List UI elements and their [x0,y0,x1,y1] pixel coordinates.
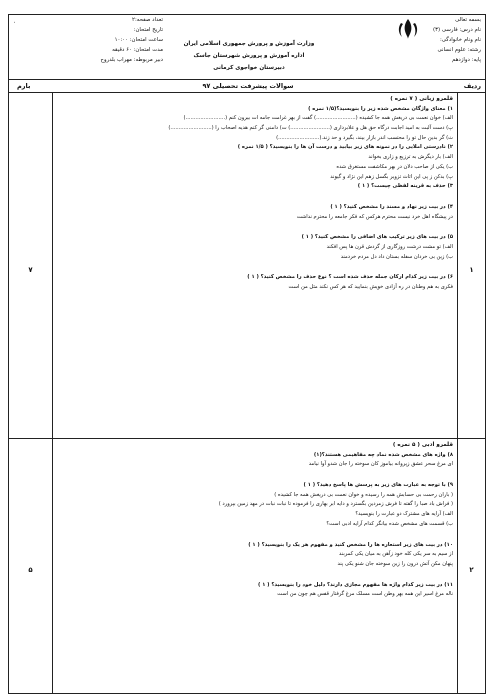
question-text: ۸) واژه های مشخص شده نماد چه مفاهیمی هستند؟(۱) [313,451,453,458]
question-text: ۶) در بیت زیر کدام ارکان جمله حذف شده است ؟ نوع حذف را مشخص کنید؟ ( ۱ ) [247,274,453,281]
section-literary [8,439,486,694]
bismillah: بسمه تعالی [455,17,481,23]
question-line: فکری به هم وطنان در ره آزادی خویش بنمایید که هر کس نکند مثل من است [288,284,453,290]
question-line: در پیشگاه اهل خرد نیست محترم هرکس که فکر جامعه را محترم نداشت [296,213,453,220]
question-line: پنهان مکن آتش درون را زین سوخته جان شنو یکی پند [337,560,453,567]
question-text: ۵) در بیت های زیر ترکیب های اضافی را مشخص کنید؟ ( ۱ ) [301,234,453,241]
question-line: الف) بار دیگرش به ترزیع و زاری بخواند [368,154,453,161]
question-line: ( باران رحمت بی حسابش همه را رسیده و خوان نعمت بی دریغش همه جا کشیده ) [274,491,453,498]
teacher: دبیر مربوطه: مهراب بلدروح [100,57,163,63]
answer-space [57,530,453,541]
exam-duration: مدت امتحان: ۶۰ دقیقه [112,47,163,53]
question-line: ( فراش باد صبا را گفته تا فرش زمردین بگسترد و دایه ابر بهاری را فرموده تا نبات نبات در مهد زمین بپرورد ) [218,501,453,508]
exam-title: سوالات پیشرفت تحصیلی ۹۷ [202,82,294,90]
question-line: الف) آرایه های مشترک دو عبارت را بنویسید؟ [355,511,453,518]
section-heading: قلمرو زبانی ( ۷ نمره ) [390,96,453,102]
question-line: پ) دست آلبت به امید اجابت درگاه حق هل و علابرداری (........................) ت) دامنی گر کنم هدیه اصحاب را (.........................) [168,125,453,132]
row-header: ردیف [463,82,481,90]
table-header [8,80,486,93]
field: رشته: علوم انسانی [437,47,481,53]
row-cell [457,439,485,693]
answer-space [57,570,453,581]
question-line: از سیم به سر یکی کله خود زآهن به میان یکی کمربند [339,551,453,558]
row-cell [457,93,485,438]
exam-header [8,14,486,80]
row-number: ۱ [469,265,474,274]
exam-time: ساعت امتحان: ۱۰:۰۰ [114,37,163,43]
section-body [57,95,453,293]
question-text: ۳) حذف به قرینه لفظی چیست؟ ( ۱ ) [357,183,453,190]
ministry-name: وزارت آموزش و پرورش جمهوری اسلامی ایران [183,41,315,47]
question-line: ب) زین بی خردان سفله بستان داد دل مردم خردمند [340,253,453,260]
question-line: ب) یکی از صاحب دلان در بهر مکاشفت مستغرق شده [336,163,453,170]
answer-space [57,192,453,203]
subject: نام درس: فارسی (۳) [433,27,481,33]
question-text: ۴) در بیت زیر نهاد و مسند را مشخص کنید؟ ( ۱ ) [330,203,453,210]
student-name: نام ونام خانوادگی: [439,37,481,43]
section-score: ۵ [28,566,33,574]
exam-page [8,14,486,694]
section-body [57,441,453,600]
row-number: ۲ [469,566,474,574]
question-line: الف) خوان نعمت بی دریغش همه جا کشیده (........................) گفت از بهر غرامت جامه ات بیرون کنم (........................) [183,115,453,122]
section-score: ۷ [28,265,33,274]
header-middle [169,15,329,79]
question-line: ث) گر بدین حال تو را محتسب اندر بازار بیند، بگیرد و حد زند.(.........................) [276,134,453,141]
question-text: ۱۱) در بیت زیر کدام واژه ها مفهوم مجازی دارند؟ دلیل خود را بنویسید؟ ( ۱ ) [258,581,453,588]
question-line: ناله مرغ اسیر این همه بهر وطن است مسلک مرغ گرفتار قفس هم چون من است [277,591,453,598]
office-name: اداره آموزش و پرورش شهرستان جاسک [193,53,305,59]
score-cell [9,93,53,438]
exam-date: تاریخ امتحان: [133,27,163,33]
section-language [8,93,486,439]
section-heading: قلمرو ادبی ( ۵ نمره ) [392,442,453,448]
corner-mark: ۰ [13,19,17,26]
question-text: ۱) معنای واژگان مشخص شده زیر را بنویسید؟(۱/۵ نمره ) [308,105,453,112]
question-text: ۹) با توجه به عبارت های زیر به پرسش ها پاسخ دهید؟ ( ۱ ) [303,482,453,489]
question-text: ۲) نادرستی املایی را در نمونه های زیر بیابید و درست آن ها را بنویسید؟ ( ۱/۵ نمره ) [237,144,453,151]
score-header: بارم [17,82,31,90]
question-line: الف) تو مشت درشت روزگاری از گردش قرن ها پس افکند [326,243,453,250]
question-text: ۱۰) در بیت های زیر استعاره ها را مشخص کنید و مفهوم هر یک را بنویسید؟ ( ۱ ) [248,541,453,548]
answer-space [57,470,453,481]
answer-space [57,262,453,273]
school-name: دبیرستان خواجوی کرمانی [213,65,285,71]
question-line: پ) بدکن ز پی این اثاث تزویر بگسل زهم این نژاد و گیوند [330,173,453,180]
question-line: ای مرغ سحر عشق زپروانه بیاموز کان سوخته را جان شدو آوا نیامد [308,461,453,468]
grade: پایه: دوازدهم [452,57,481,63]
page-count: تعداد صفحه:۲ [132,17,163,23]
answer-space [57,222,453,233]
header-left [13,15,163,79]
score-cell [9,439,53,693]
iran-emblem-icon [392,17,424,41]
question-line: ب) قسمت های مشخص شده بیانگر کدام آرایه ادبی است؟ [326,520,453,527]
